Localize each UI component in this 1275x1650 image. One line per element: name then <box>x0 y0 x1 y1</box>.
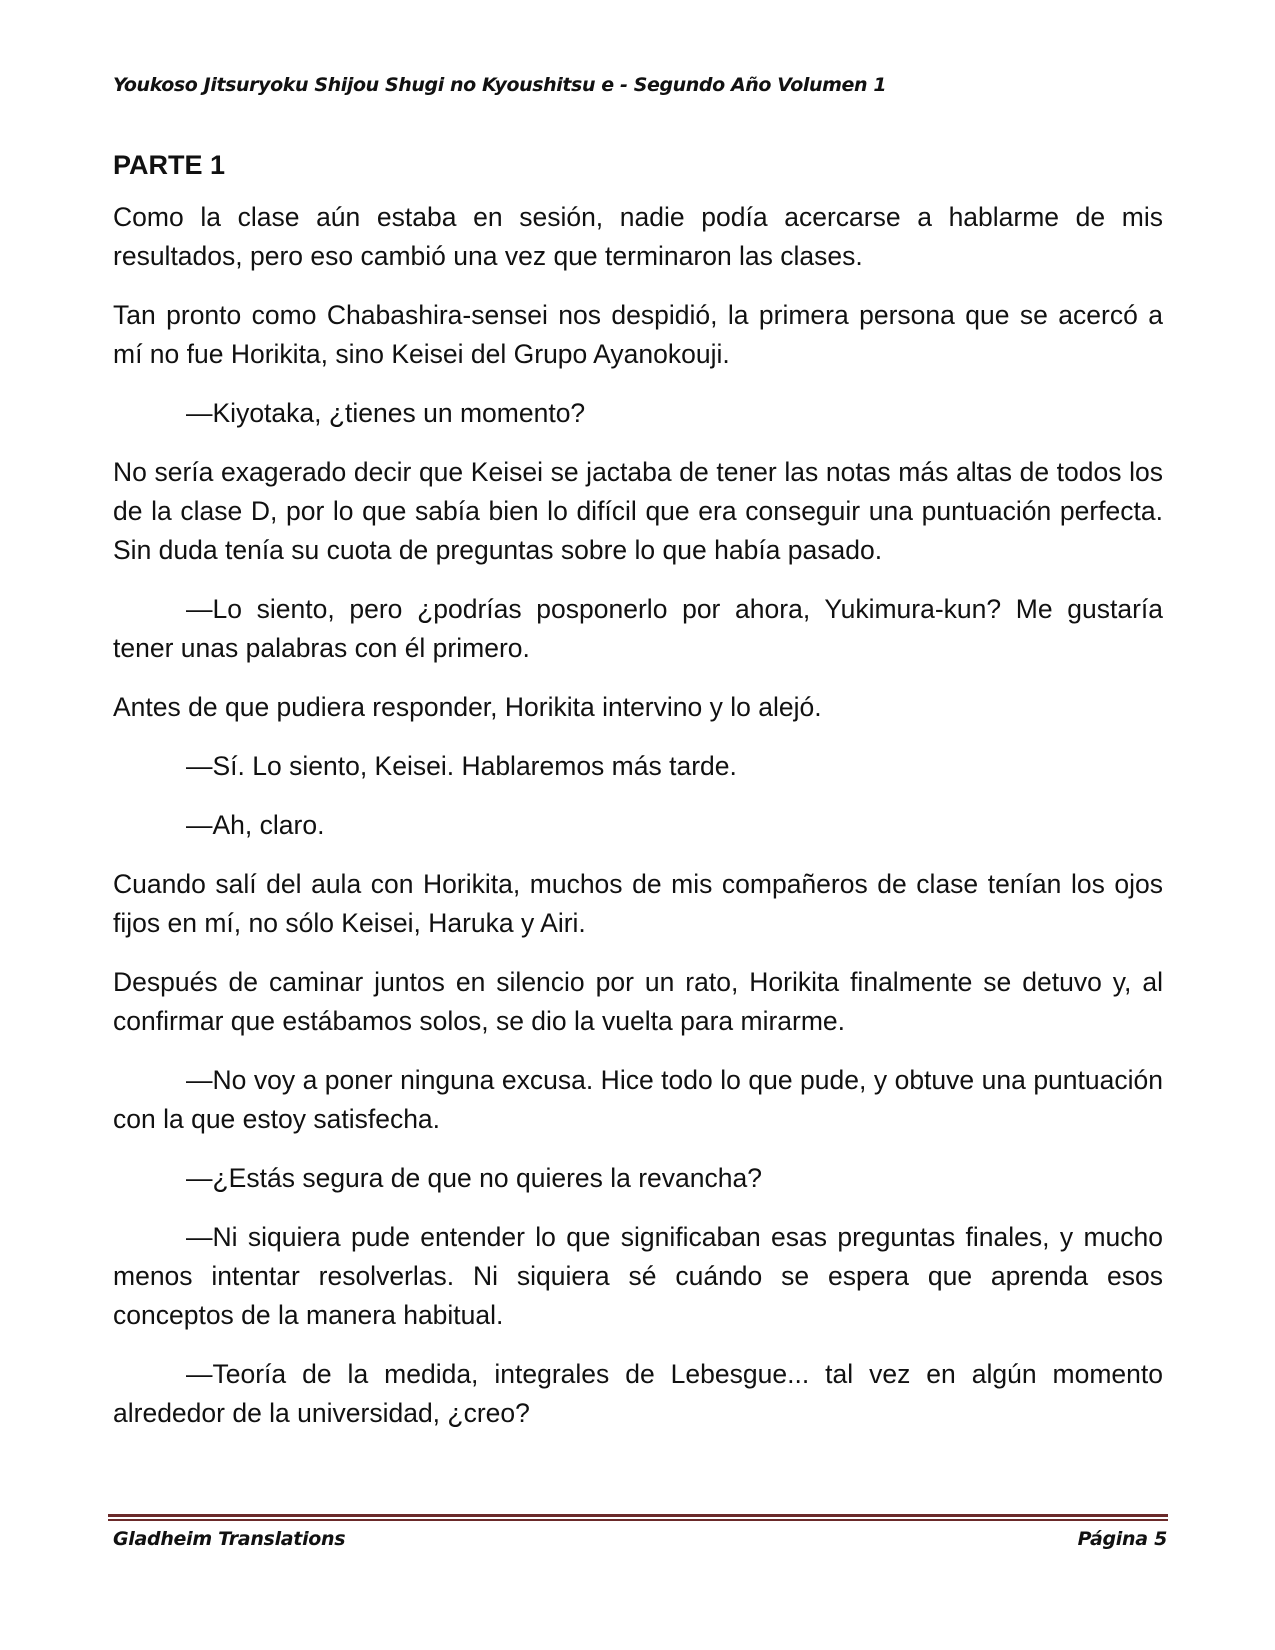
paragraph: Tan pronto como Chabashira-sensei nos despidió, la primera persona que se acercó a mí no fue Horikita, sino Keisei del Grupo Ayanokouji. <box>113 300 1163 369</box>
footer-divider <box>108 1514 1168 1521</box>
footer-translator: Gladheim Translations <box>113 1528 346 1550</box>
page-number: Página 5 <box>1077 1528 1167 1550</box>
dialog-line: —¿Estás segura de que no quieres la revancha? <box>186 1163 762 1193</box>
paragraph: Como la clase aún estaba en sesión, nadie podía acercarse a hablarme de mis resultados, pero eso cambió una vez que terminaron las clases. <box>113 202 1163 271</box>
dialog-line: —Ni siquiera pude entender lo que significaban esas preguntas finales, y mucho menos intentar resolverlas. Ni siquiera sé cuándo se espera que aprenda esos conceptos de la manera habitual. <box>113 1222 1163 1330</box>
running-header: Youkoso Jitsuryoku Shijou Shugi no Kyoushitsu e - Segundo Año Volumen 1 <box>113 74 887 96</box>
dialog-line: —Lo siento, pero ¿podrías posponerlo por ahora, Yukimura-kun? Me gustaría tener unas palabras con él primero. <box>113 594 1163 663</box>
paragraph: Antes de que pudiera responder, Horikita intervino y lo alejó. <box>113 692 822 722</box>
dialog-line: —Sí. Lo siento, Keisei. Hablaremos más tarde. <box>186 751 737 781</box>
dialog-line: —Ah, claro. <box>186 810 325 840</box>
section-heading: PARTE 1 <box>113 150 226 180</box>
dialog-line: —Kiyotaka, ¿tienes un momento? <box>186 398 586 428</box>
dialog-line: —Teoría de la medida, integrales de Lebesgue... tal vez en algún momento alrededor de la universidad, ¿creo? <box>113 1359 1163 1428</box>
page-body <box>113 148 1163 1453</box>
paragraph: Cuando salí del aula con Horikita, muchos de mis compañeros de clase tenían los ojos fijos en mí, no sólo Keisei, Haruka y Airi. <box>113 869 1163 938</box>
paragraph: No sería exagerado decir que Keisei se jactaba de tener las notas más altas de todos los de la clase D, por lo que sabía bien lo difícil que era conseguir una puntuación perfecta. Sin duda tenía su cuota de preguntas sobre lo que había pasado. <box>113 457 1163 565</box>
paragraph: Después de caminar juntos en silencio por un rato, Horikita finalmente se detuvo y, al confirmar que estábamos solos, se dio la vuelta para mirarme. <box>113 967 1163 1036</box>
dialog-line: —No voy a poner ninguna excusa. Hice todo lo que pude, y obtuve una puntuación con la que estoy satisfecha. <box>113 1065 1163 1134</box>
